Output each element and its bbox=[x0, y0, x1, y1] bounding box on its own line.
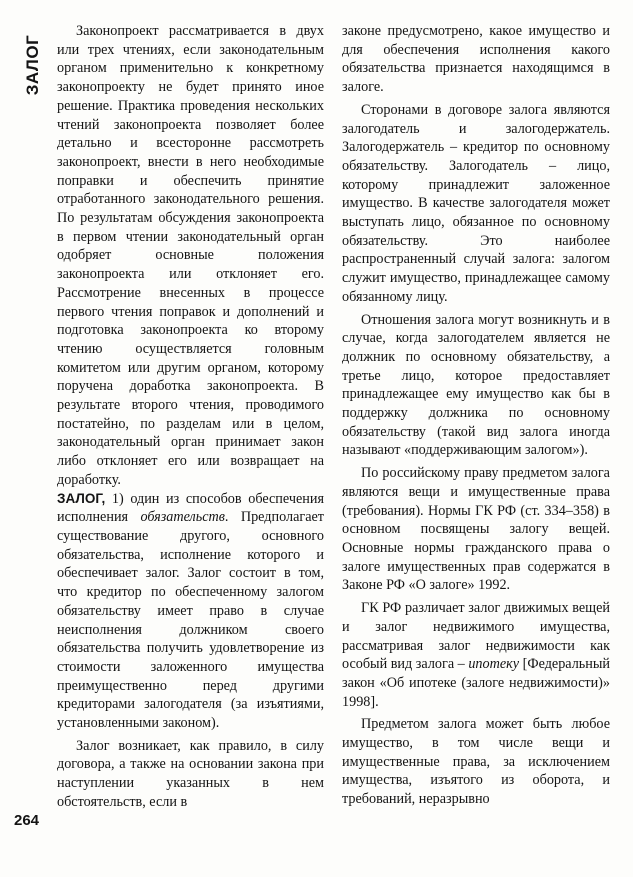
paragraph-text: ГК РФ различает залог движимых вещей и залог недвижимого имущества, рассматривая залог недвижимости как особый вид залога – bbox=[342, 600, 610, 673]
paragraph bbox=[342, 599, 610, 711]
entry-term: обязательств bbox=[140, 509, 225, 526]
page-number: 264 bbox=[14, 812, 40, 829]
entry-headword: ЗАЛОГ, bbox=[57, 490, 106, 506]
term-italic: ипотеку bbox=[468, 656, 520, 673]
running-head-text: ЗАЛОГ bbox=[23, 34, 42, 96]
paragraph-text: [Федеральный закон «Об ипотеке (залоге недвижимости)» 1998]. bbox=[342, 656, 610, 710]
paragraph: Законопроект рассматривается в двух или трех чтениях, если законодательным органом применительно к конкретному законопроекту не будет принято иное решение. Практика проведения нескольких чтений законопроекта позволяет более детально и всесторонне рассмотреть законопроект, внести в него необходимые поправки и обеспечить принятие отработанного законодательного решения. По результатам обсуждения законопроекта в первом чтении законодательный орган одобряет основные положения законопроекта или отклоняет его. Рассмотрение внесенных в процессе первого чтения поправок и дополнений и подготовка законопроекта ко второму чтению осуществляется головным комитетом или другим органом, которому поручена доработка законопроекта. В результате второго чтения, проводимого постатейно, по разделам или в целом, законодательный орган принимает закон либо отклоняет его или возвращает на доработку. bbox=[57, 23, 324, 488]
paragraph: Предметом залога может быть любое имущество, в том числе вещи и имущественные права, за исключением имущества, изъятого из оборота, и требований, неразрывно bbox=[342, 716, 610, 808]
entry-text: 1) один из способов обеспечения исполнения bbox=[57, 490, 324, 526]
left-column bbox=[57, 22, 324, 812]
right-column bbox=[342, 22, 610, 809]
paragraph: По российскому праву предметом залога являются вещи и имущественные права (требования). Нормы ГК РФ (ст. 334–358) в основном посвящены залогу вещей. Основные нормы гражданского права о залоге имущественных прав содержатся в Законе РФ «О залоге» 1992. bbox=[342, 465, 610, 594]
entry-text: . Предполагает существование другого, основного обязательства, исполнение которого и обеспечивает залог. Залог состоит в том, что кредитор по обеспеченному залогом обязательству имеет право в случае неисполнения должником своего обязательства получить удовлетворение из стоимости заложенного имущества преимущественно перед другими кредиторами залогодателя (за изъятиями, установленными законом). bbox=[57, 509, 324, 732]
paragraph: законе предусмотрено, какое имущество и для обеспечения исполнения какого обязательства признается находящимся в залоге. bbox=[342, 23, 610, 96]
dictionary-entry bbox=[57, 490, 324, 733]
paragraph: Залог возникает, как правило, в силу договора, а также на основании закона при наступлении указанных в нем обстоятельств, если в bbox=[57, 737, 324, 810]
paragraph: Сторонами в договоре залога являются залогодатель и залогодержатель. Залогодержатель – кредитор по основному обязательству. Залогодатель – лицо, которому принадлежит заложенное имущество. В качестве залогодателя может выступать лицо, обязанное по основному обязательству. Это наиболее распространенный случай залога: залогом служит имущество, принадлежащее самому обязанному лицу. bbox=[342, 101, 610, 305]
running-head bbox=[20, 30, 46, 100]
paragraph: Отношения залога могут возникнуть и в случае, когда залогодателем является не должник по основному обязательству, а третье лицо, которое предоставляет принадлежащее ему имущество как бы в поддержку должника по основному обязательству (такой вид залога иногда называют «поддерживающим залогом»). bbox=[342, 311, 610, 459]
